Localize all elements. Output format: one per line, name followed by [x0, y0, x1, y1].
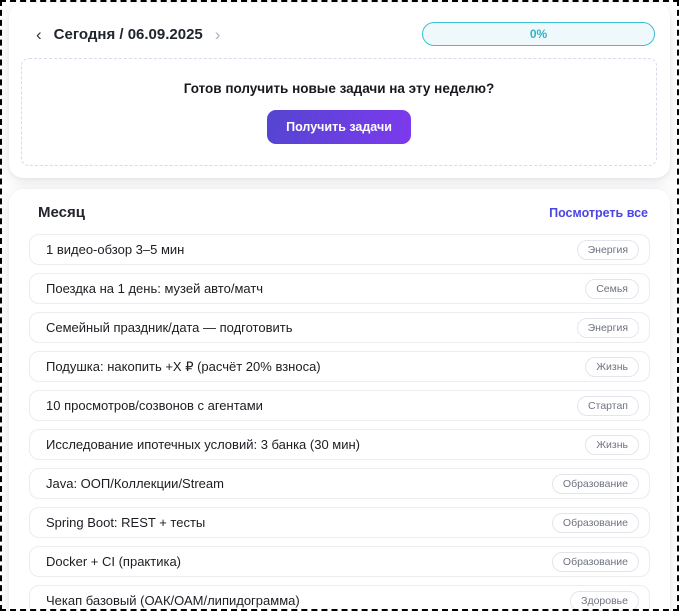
task-category-badge: Жизнь	[585, 357, 639, 377]
task-category-badge: Образование	[552, 552, 639, 572]
task-label: 1 видео-обзор 3–5 мин	[46, 242, 185, 257]
task-row[interactable]	[29, 312, 650, 343]
task-row[interactable]	[29, 390, 650, 421]
task-label: Исследование ипотечных условий: 3 банка (30 мин)	[46, 437, 361, 452]
task-list	[29, 234, 650, 611]
progress-value: 0%	[529, 27, 548, 41]
task-label: 10 просмотров/созвонов с агентами	[46, 398, 263, 413]
task-row[interactable]	[29, 546, 650, 577]
task-row[interactable]	[29, 273, 650, 304]
task-label: Поездка на 1 день: музей авто/матч	[46, 281, 264, 296]
task-category-badge: Образование	[552, 474, 639, 494]
month-card-header	[29, 202, 650, 221]
task-row[interactable]	[29, 507, 650, 538]
progress-bar	[422, 22, 655, 46]
get-tasks-button[interactable]: Получить задачи	[267, 110, 411, 144]
task-category-badge: Образование	[552, 513, 639, 533]
new-tasks-cta-zone	[21, 58, 657, 166]
chevron-left-icon[interactable]: ‹	[36, 24, 42, 44]
task-category-badge: Семья	[585, 279, 639, 299]
task-category-badge: Стартап	[577, 396, 639, 416]
task-row[interactable]	[29, 585, 650, 611]
task-row[interactable]	[29, 351, 650, 382]
task-label: Java: ООП/Коллекции/Stream	[46, 476, 224, 491]
date-navigation	[9, 3, 670, 46]
task-label: Чекап базовый (ОАК/ОАМ/липидограмма)	[46, 593, 300, 608]
task-category-badge: Энергия	[577, 318, 639, 338]
chevron-right-icon[interactable]: ›	[214, 24, 221, 44]
cta-question-text: Готов получить новые задачи на эту неделю?	[183, 80, 495, 96]
task-label: Spring Boot: REST + тесты	[46, 515, 206, 530]
view-all-link[interactable]: Посмотреть все	[549, 205, 648, 220]
current-date-label: Сегодня / 06.09.2025	[53, 25, 203, 43]
month-title: Месяц	[38, 204, 85, 221]
task-category-badge: Здоровье	[570, 591, 639, 611]
task-category-badge: Энергия	[577, 240, 639, 260]
task-row[interactable]	[29, 429, 650, 460]
task-label: Семейный праздник/дата — подготовить	[46, 320, 293, 335]
month-tasks-card	[9, 189, 670, 611]
task-category-badge: Жизнь	[585, 435, 639, 455]
task-label: Подушка: накопить +X ₽ (расчёт 20% взноса)	[46, 358, 321, 374]
task-label: Docker + CI (практика)	[46, 554, 182, 569]
task-row[interactable]	[29, 468, 650, 499]
week-progress-card	[9, 3, 670, 178]
task-row[interactable]	[29, 234, 650, 265]
